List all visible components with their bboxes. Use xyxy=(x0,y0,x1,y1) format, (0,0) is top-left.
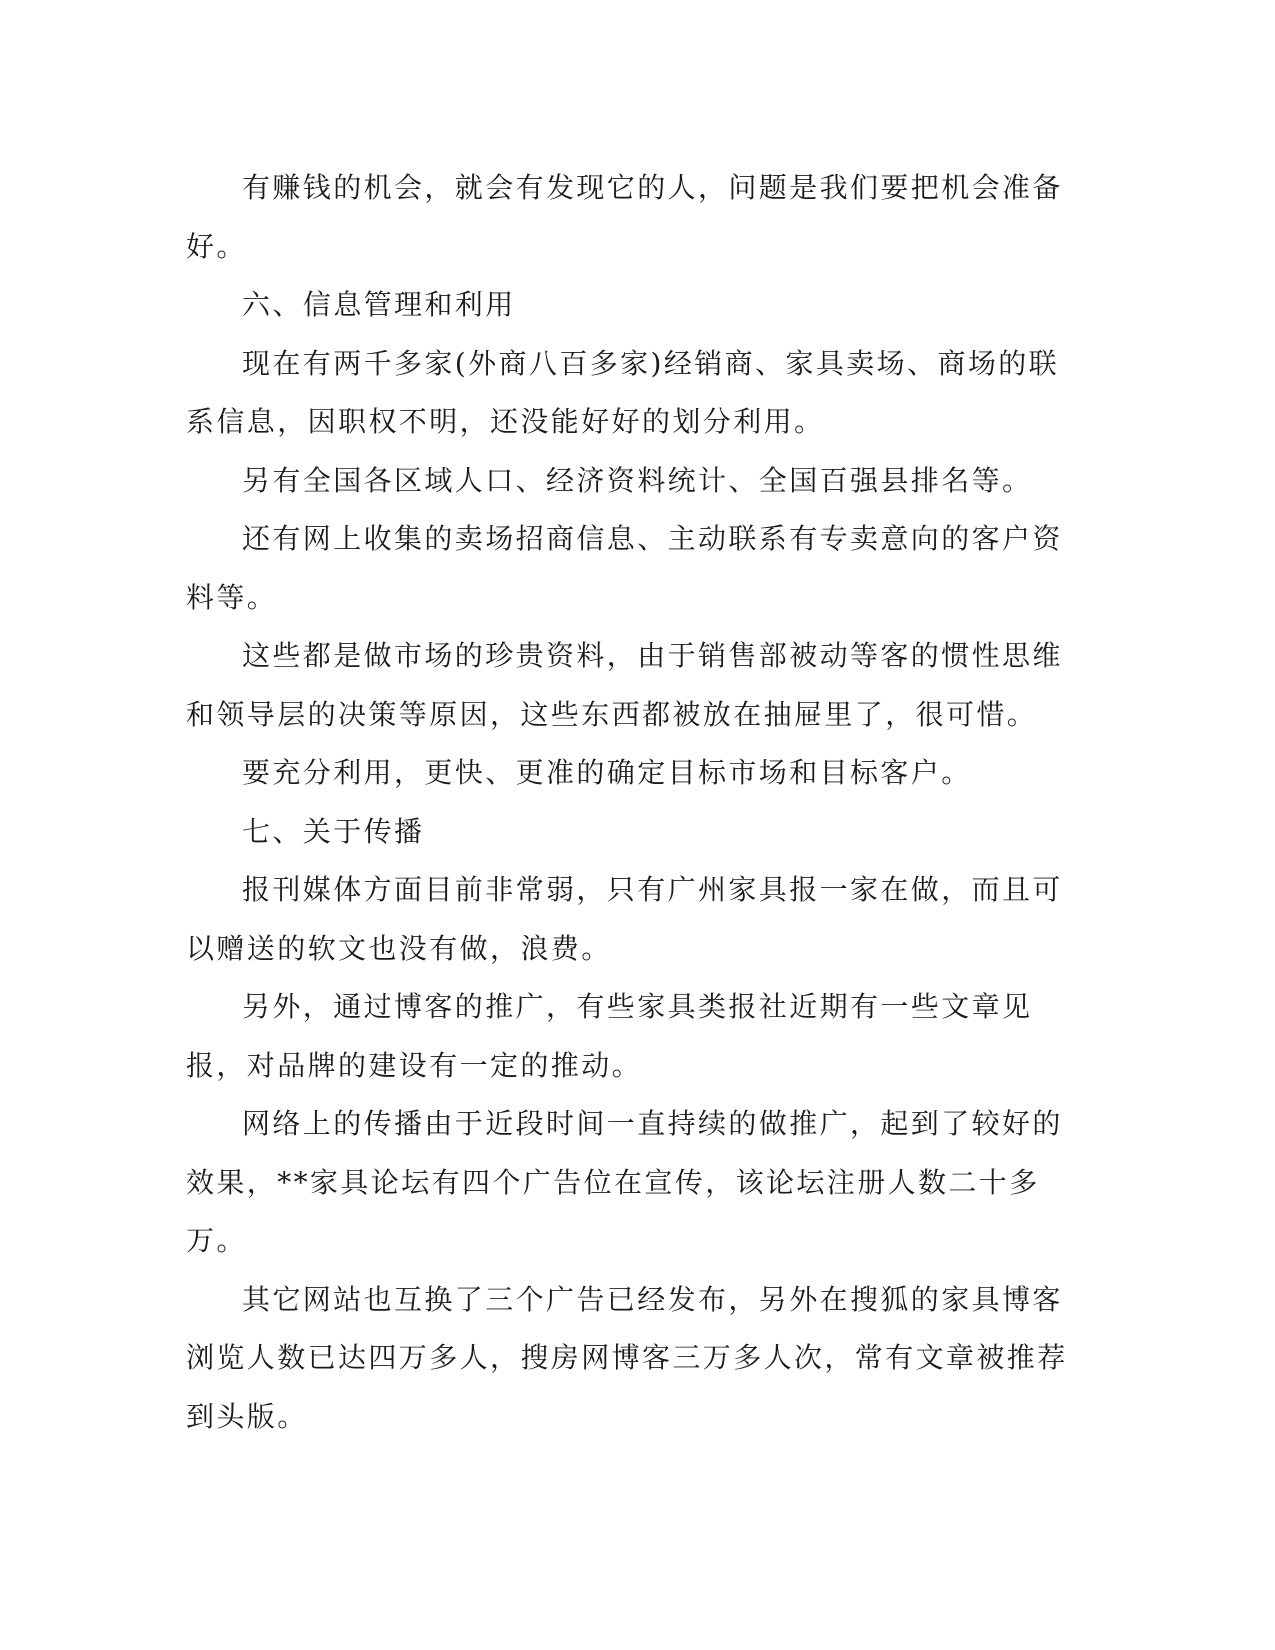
paragraph-print-media: 报刊媒体方面目前非常弱，只有广州家具报一家在做，而且可以赠送的软文也没有做，浪费。 xyxy=(186,873,1063,965)
document-body xyxy=(186,159,1071,1446)
section-heading-communication: 七、关于传播 xyxy=(242,814,425,848)
paragraph-opportunity: 有赚钱的机会，就会有发现它的人，问题是我们要把机会准备好。 xyxy=(186,171,1063,263)
section-heading-information-management: 六、信息管理和利用 xyxy=(242,288,516,321)
paragraph-other-websites: 其它网站也互换了三个广告已经发布，另外在搜狐的家具博客浏览人数已达四万多人，搜房网博客三万多人次，常有文章被推荐到头版。 xyxy=(186,1282,1068,1433)
paragraph-make-full-use: 要充分利用，更快、更准的确定目标市场和目标客户。 xyxy=(242,756,972,789)
paragraph-regional-statistics: 另有全国各区域人口、经济资料统计、全国百强县排名等。 xyxy=(242,463,1033,497)
paragraph-online-leads: 还有网上收集的卖场招商信息、主动联系有专卖意向的客户资料等。 xyxy=(186,522,1063,614)
paragraph-online-communication: 网络上的传播由于近段时间一直持续的做推广，起到了较好的效果，**家具论坛有四个广告位在宣传，该论坛注册人数二十多万。 xyxy=(186,1107,1063,1257)
paragraph-blog-promotion: 另外，通过博客的推广，有些家具类报社近期有一些文章见报，对品牌的建设有一定的推动。 xyxy=(186,990,1033,1082)
paragraph-dealer-contacts: 现在有两千多家(外商八百多家)经销商、家具卖场、商场的联系信息，因职权不明，还没能好好的划分利用。 xyxy=(186,346,1060,438)
paragraph-valuable-materials: 这些都是做市场的珍贵资料，由于销售部被动等客的惯性思维和领导层的决策等原因，这些东西都被放在抽屉里了，很可惜。 xyxy=(186,639,1063,731)
